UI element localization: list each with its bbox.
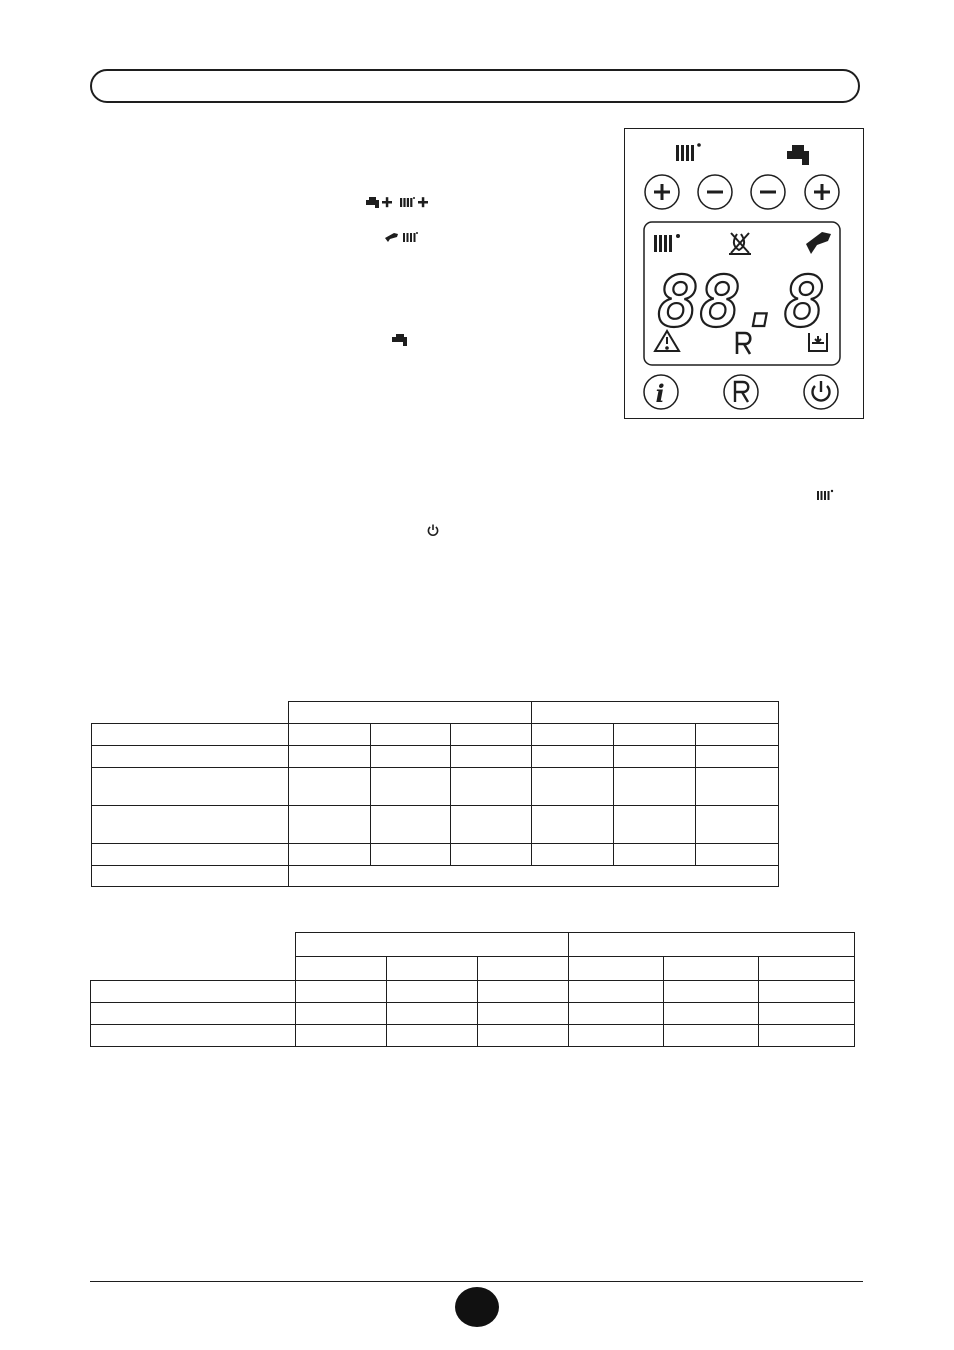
heating-plus-button[interactable] (645, 175, 679, 209)
dhw-tap-icon (787, 145, 809, 165)
table-row (92, 724, 779, 746)
table-row (91, 981, 855, 1003)
table-row (92, 702, 779, 724)
table-row (91, 1003, 855, 1025)
info-label: i (655, 379, 665, 408)
table-row (91, 1025, 855, 1047)
table-row (91, 957, 855, 981)
page-number-badge (455, 1287, 499, 1327)
reset-button[interactable] (724, 375, 758, 409)
table-row (92, 806, 779, 844)
tap-plus-radiator-plus-icon (366, 195, 434, 209)
dhw-minus-button[interactable] (751, 175, 785, 209)
settings-table-2 (90, 932, 855, 1047)
table-row (92, 866, 779, 887)
heating-radiator-icon (676, 143, 701, 161)
lcd-display (644, 222, 840, 365)
power-button[interactable] (804, 375, 838, 409)
radiator-icon (816, 488, 836, 502)
tap-icon (391, 333, 409, 347)
dhw-plus-button[interactable] (805, 175, 839, 209)
settings-table-1 (91, 701, 779, 887)
heating-minus-button[interactable] (698, 175, 732, 209)
power-icon (426, 523, 440, 537)
table-row (91, 933, 855, 957)
table-row (92, 768, 779, 806)
table-row (92, 844, 779, 866)
control-panel (624, 128, 864, 419)
footer-rule (90, 1281, 863, 1282)
table-cell (532, 702, 779, 724)
lcd-digits: 88.8 (656, 261, 826, 343)
table-cell (288, 702, 532, 724)
chimney-radiator-icon (385, 230, 423, 244)
table-row (92, 746, 779, 768)
info-button[interactable] (644, 375, 678, 409)
section-header-bar (90, 69, 860, 103)
